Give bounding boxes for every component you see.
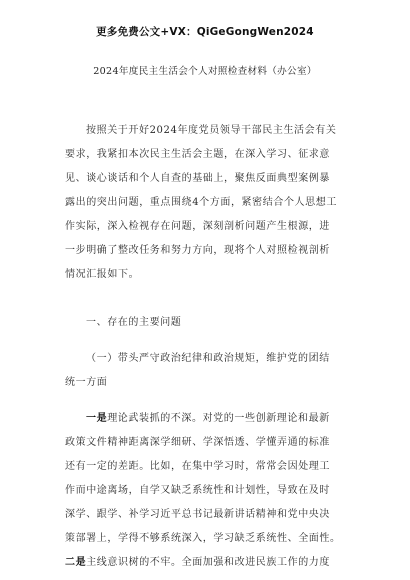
intro-line: 露出的突出问题，重点围绕4个方面，紧密结合个人思想工 [65, 197, 337, 208]
point-one-line: 一是理论武装抓的不深。对党的一些创新理论和最新 [86, 413, 330, 424]
point-one-line: 政策文件精神距离深学细研、学深悟透、学懂弄通的标准 [65, 437, 330, 448]
intro-line: 一步明确了整改任务和努力方向，现将个人对照检视剖析 [65, 245, 330, 256]
point-one-line: 还有一定的差距。比如，在集中学习时，常常会因处理工 [65, 461, 330, 472]
intro-line: 作实际，深入检视存在问题，深刻剖析问题产生根源，进 [65, 221, 330, 232]
page-header: 更多免费公文+VX：QiGeGongWen2024 [96, 26, 314, 38]
point-one-lead: 一是 [86, 413, 108, 424]
intro-line: 见、谈心谈话和个人自查的基础上，聚焦反面典型案例暴 [65, 173, 330, 184]
subsection-heading: （一）带头严守政治纪律和政治规矩，维护党的团结 [86, 353, 330, 364]
point-two-line: 二是主线意识树的不牢。全面加强和改进民族工作的力度 [65, 557, 331, 568]
point-two-lead: 二是 [65, 557, 87, 568]
section-heading: 一、存在的主要问题 [86, 317, 182, 328]
point-one-line: 深学、跟学、补学习近平总书记最新讲话精神和党中央决 [65, 509, 330, 520]
subsection-heading: 统一方面 [65, 377, 108, 388]
intro-line: 情况汇报如下。 [65, 269, 140, 280]
intro-line: 要求，我紧扣本次民主生活会主题，在深入学习、征求意 [65, 149, 330, 160]
point-one-line: 策部署上，学得不够系统深入，学习缺乏系统性、全面性。 [65, 533, 341, 544]
intro-line: 按照关于开好2024年度党员领导干部民主生活会有关 [86, 125, 337, 136]
point-one-line: 作而中途离场，自学又缺乏系统性和计划性，导致在及时 [65, 485, 330, 496]
document-title: 2024年度民主生活会个人对照检查材料（办公室） [93, 66, 317, 77]
